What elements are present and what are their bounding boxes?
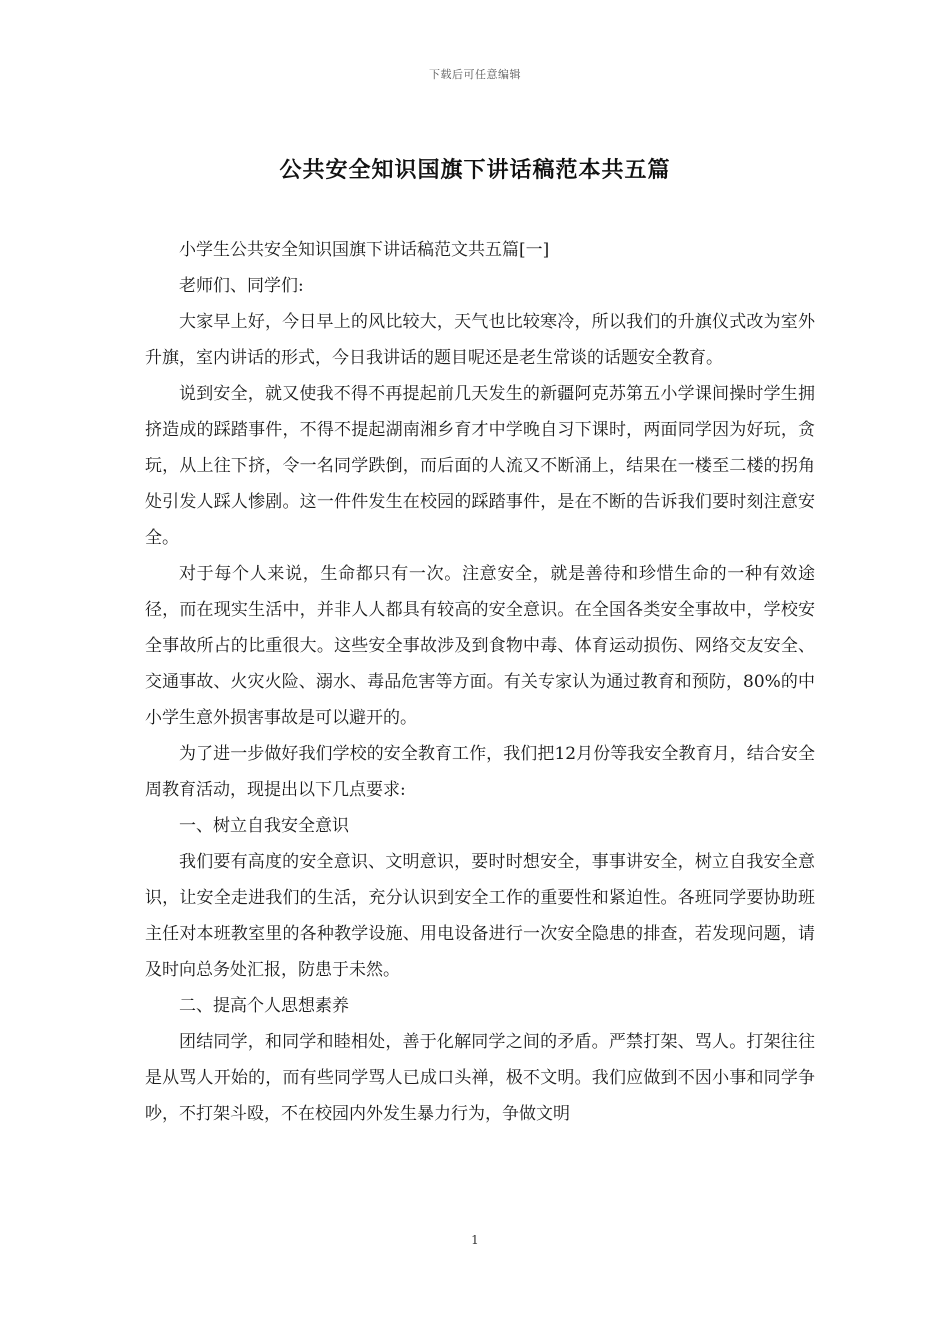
paragraph-requirements-intro: 为了进一步做好我们学校的安全教育工作，我们把12月份等我安全教育月，结合安全周教育活动，现提出以下几点要求: <box>145 744 815 800</box>
header-note: 下载后可任意编辑 <box>429 68 521 81</box>
paragraph-greeting: 大家早上好，今日早上的风比较大，天气也比较寒冷，所以我们的升旗仪式改为室外升旗，室内讲话的形式，今日我讲话的题目呢还是老生常谈的话题安全教育。 <box>145 312 815 368</box>
page-number: 1 <box>471 1233 479 1247</box>
paragraph-stampede-incidents: 说到安全，就又使我不得不再提起前几天发生的新疆阿克苏第五小学课间操时学生拥挤造成的踩踏事件，不得不提起湖南湘乡育才中学晚自习下课时，两面同学因为好玩，贪玩，从上往下挤，令一名同学跌倒，而后面的人流又不断涌上，结果在一楼至二楼的拐角处引发人踩人惨剧。这一件件发生在校园的踩踏事件，是在不断的告诉我们要时刻注意安全。 <box>145 384 815 548</box>
salutation: 老师们、同学们: <box>179 276 304 296</box>
document-body <box>145 232 815 1132</box>
paragraph-life-once: 对于每个人来说，生命都只有一次。注意安全，就是善待和珍惜生命的一种有效途径，而在现实生活中，并非人人都具有较高的安全意识。在全国各类安全事故中，学校安全事故所占的比重很大。这些安全事故涉及到食物中毒、体育运动损伤、网络交友安全、交通事故、火灾火险、溺水、毒品危害等方面。有关专家认为通过教育和预防，80%的中小学生意外损害事故是可以避开的。 <box>145 564 815 728</box>
document-title: 公共安全知识国旗下讲话稿范本共五篇 <box>279 157 671 183</box>
paragraph-safety-awareness: 我们要有高度的安全意识、文明意识，要时时想安全，事事讲安全，树立自我安全意识，让安全走进我们的生活，充分认识到安全工作的重要性和紧迫性。各班同学要协助班主任对本班教室里的各种教学设施、用电设备进行一次安全隐患的排查，若发现问题，请及时向总务处汇报，防患于未然。 <box>145 852 815 980</box>
section-heading-part-one: 小学生公共安全知识国旗下讲话稿范文共五篇[一] <box>179 240 550 260</box>
list-heading-two: 二、提高个人思想素养 <box>179 996 349 1016</box>
paragraph-unity: 团结同学，和同学和睦相处，善于化解同学之间的矛盾。严禁打架、骂人。打架往往是从骂人开始的，而有些同学骂人已成口头禅，极不文明。我们应做到不因小事和同学争吵，不打架斗殴，不在校园内外发生暴力行为，争做文明 <box>145 1032 815 1124</box>
list-heading-one: 一、树立自我安全意识 <box>179 816 349 836</box>
